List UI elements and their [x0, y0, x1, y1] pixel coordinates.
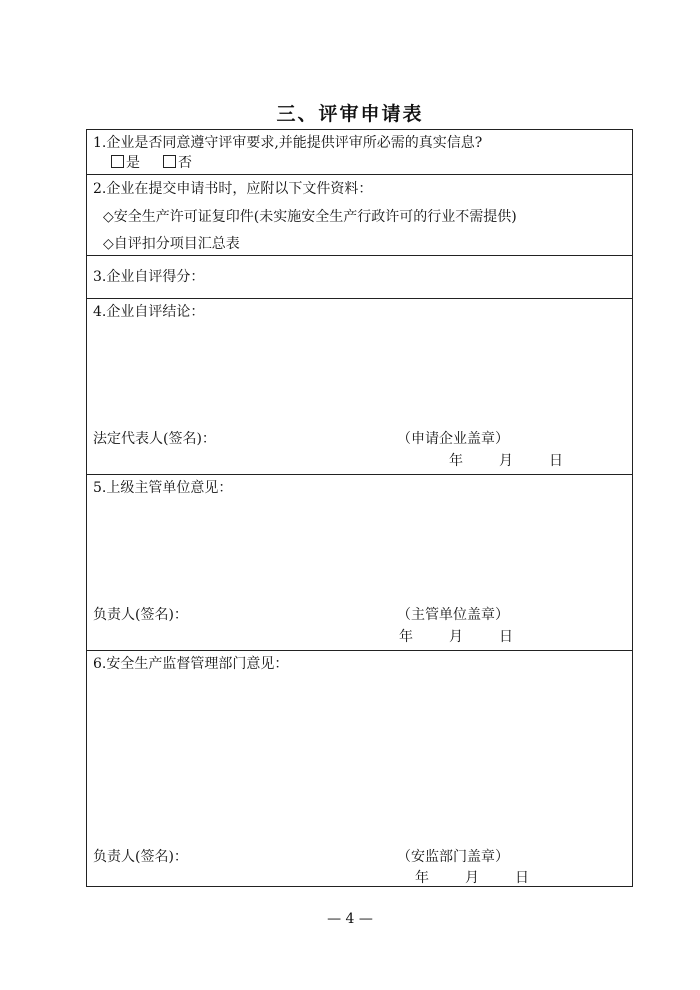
section-q3	[87, 256, 632, 299]
q5-seal: （主管单位盖章）	[397, 607, 509, 623]
q5-date-year: 年	[399, 629, 413, 645]
q4-date-year: 年	[449, 453, 463, 469]
checkbox-no[interactable]	[163, 155, 176, 168]
checkbox-yes[interactable]	[111, 155, 124, 168]
q2-item-license: ◇安全生产许可证复印件(未实施安全生产行政许可的行业不需提供)	[103, 209, 517, 225]
q5-signer: 负责人(签名)：	[93, 607, 188, 623]
q5-date-day: 日	[499, 629, 513, 645]
application-form-table	[86, 129, 633, 887]
q6-signer: 负责人(签名)：	[93, 849, 188, 865]
q1-option-no-label: 否	[178, 155, 192, 171]
q6-date-month: 月	[465, 870, 479, 886]
q6-seal: （安监部门盖章）	[397, 849, 509, 865]
q2-question: 2.企业在提交申请书时，应附以下文件资料：	[93, 181, 373, 197]
section-q6	[87, 651, 632, 887]
page-number: — 4 —	[327, 911, 373, 927]
q4-signer: 法定代表人(签名)：	[93, 431, 216, 447]
q1-question: 1.企业是否同意遵守评审要求,并能提供评审所必需的真实信息?	[93, 135, 483, 151]
q5-date-month: 月	[449, 629, 463, 645]
q6-question: 6.安全生产监督管理部门意见：	[93, 656, 289, 672]
section-q1	[87, 130, 632, 175]
q6-date-year: 年	[415, 870, 429, 886]
q4-date-day: 日	[549, 453, 563, 469]
q1-option-yes[interactable]	[111, 154, 140, 172]
q3-question: 3.企业自评得分：	[93, 269, 205, 285]
q6-date-day: 日	[515, 870, 529, 886]
q4-question: 4.企业自评结论：	[93, 304, 205, 320]
page-title: 三、评审申请表	[276, 103, 424, 125]
q4-date-month: 月	[499, 453, 513, 469]
q1-option-no[interactable]	[163, 154, 192, 172]
section-q2	[87, 175, 632, 256]
q2-item-summary: ◇自评扣分项目汇总表	[103, 236, 240, 252]
section-q5	[87, 475, 632, 651]
section-q4	[87, 299, 632, 475]
q5-question: 5.上级主管单位意见：	[93, 480, 233, 496]
q1-option-yes-label: 是	[126, 155, 140, 171]
q4-seal: （申请企业盖章）	[397, 431, 509, 447]
